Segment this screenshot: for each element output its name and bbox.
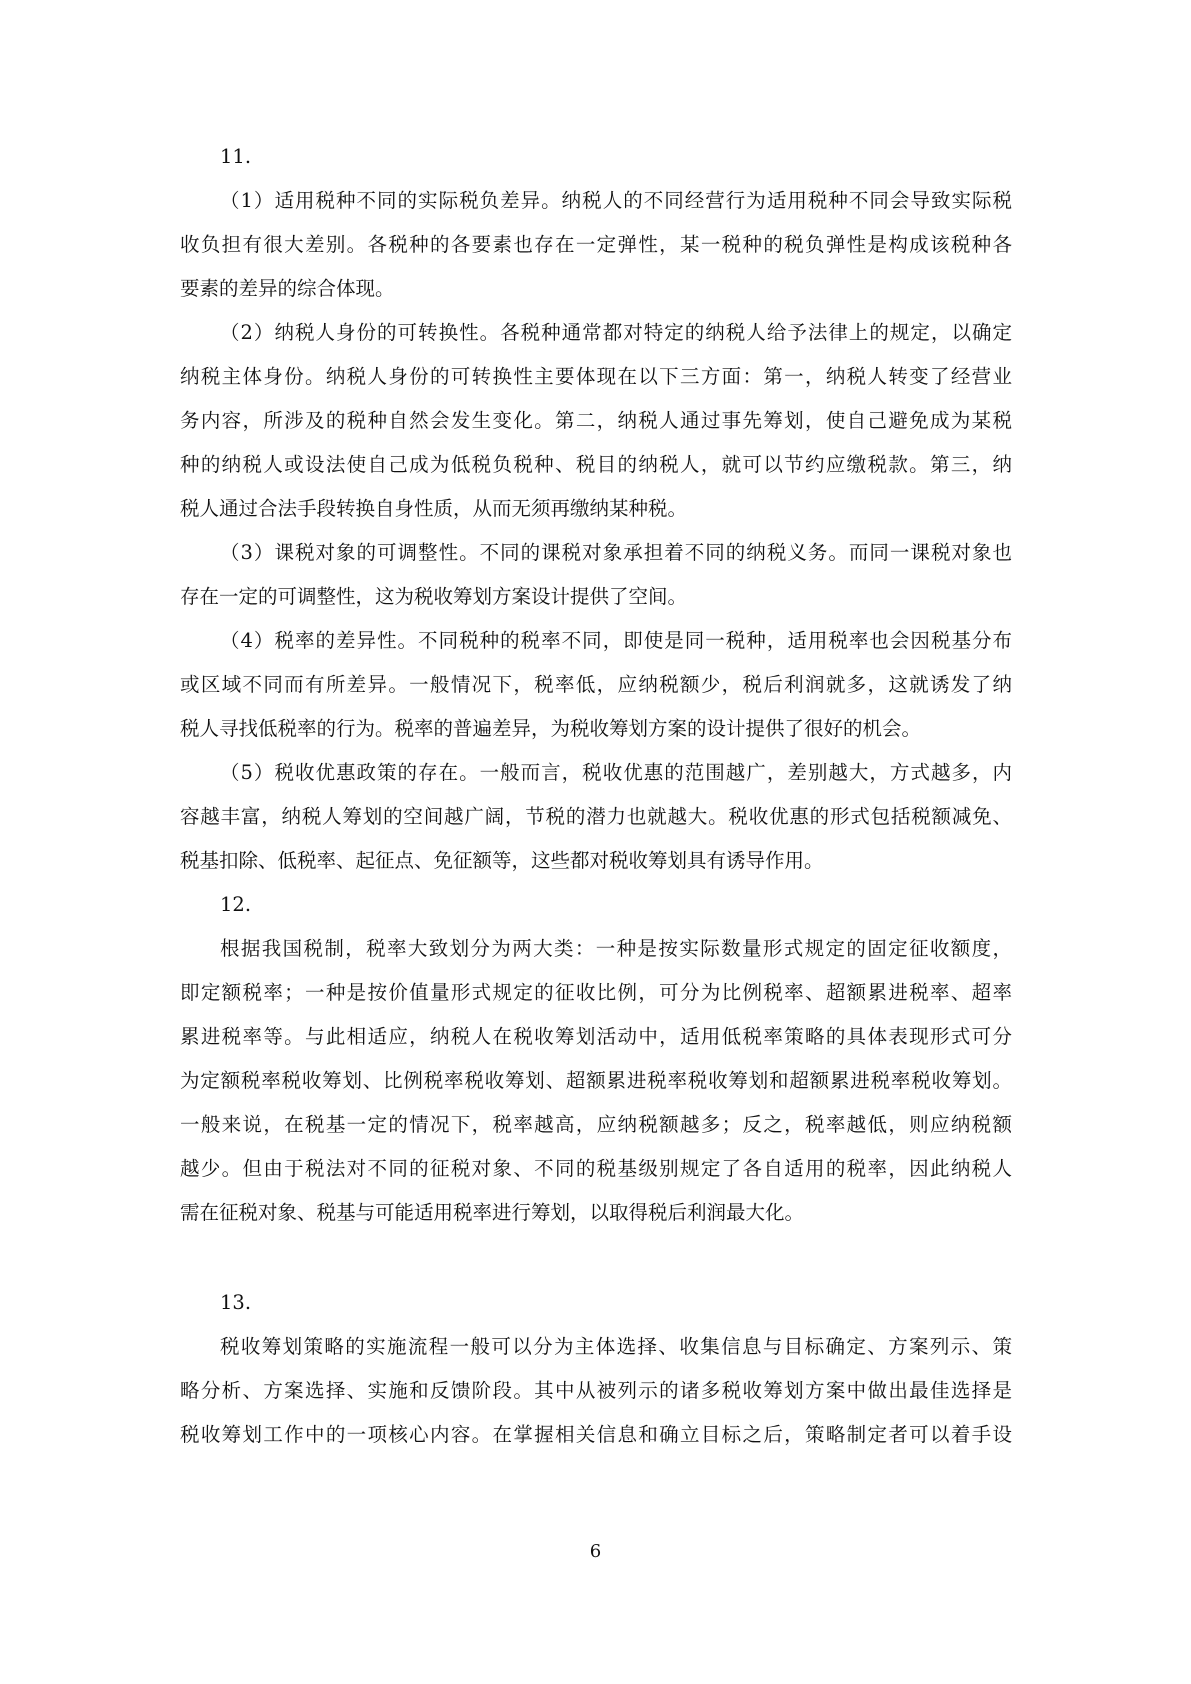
paragraph-line: 税人寻找低税率的行为。税率的普遍差异，为税收筹划方案的设计提供了很好的机会。 [180, 717, 922, 740]
section-number-12: 12. [220, 893, 252, 916]
paragraph-line: 根据我国税制，税率大致划分为两大类：一种是按实际数量形式规定的固定征收额度， [220, 937, 1012, 960]
paragraph-line: 存在一定的可调整性，这为税收筹划方案设计提供了空间。 [180, 585, 688, 608]
paragraph-line: 一般来说，在税基一定的情况下，税率越高，应纳税额越多；反之，税率越低，则应纳税额 [180, 1113, 1012, 1136]
section-number-11: 11. [220, 145, 252, 168]
paragraph-line: 税人通过合法手段转换自身性质，从而无须再缴纳某种税。 [180, 497, 688, 520]
paragraph-line: （4）税率的差异性。不同税种的税率不同，即使是同一税种，适用税率也会因税基分布 [220, 629, 1012, 652]
section-number-13: 13. [220, 1291, 252, 1314]
paragraph-line: 要素的差异的综合体现。 [180, 277, 395, 300]
paragraph-line: 略分析、方案选择、实施和反馈阶段。其中从被列示的诸多税收筹划方案中做出最佳选择是 [180, 1379, 1012, 1402]
page-number: 6 [589, 1541, 602, 1562]
paragraph-line: 税收筹划工作中的一项核心内容。在掌握相关信息和确立目标之后，策略制定者可以着手设 [180, 1423, 1012, 1446]
paragraph-line: 越少。但由于税法对不同的征税对象、不同的税基级别规定了各自适用的税率，因此纳税人 [180, 1157, 1012, 1180]
paragraph-line: 累进税率等。与此相适应，纳税人在税收筹划活动中，适用低税率策略的具体表现形式可分 [180, 1025, 1012, 1048]
paragraph-line: 务内容，所涉及的税种自然会发生变化。第二，纳税人通过事先筹划，使自己避免成为某税 [180, 409, 1012, 432]
paragraph-line: 纳税主体身份。纳税人身份的可转换性主要体现在以下三方面：第一，纳税人转变了经营业 [180, 365, 1012, 388]
paragraph-line: 税收筹划策略的实施流程一般可以分为主体选择、收集信息与目标确定、方案列示、策 [220, 1335, 1012, 1358]
paragraph-line: （1）适用税种不同的实际税负差异。纳税人的不同经营行为适用税种不同会导致实际税 [220, 189, 1012, 212]
paragraph-line: 或区域不同而有所差异。一般情况下，税率低，应纳税额少，税后利润就多，这就诱发了纳 [180, 673, 1012, 696]
paragraph-line: 即定额税率；一种是按价值量形式规定的征收比例，可分为比例税率、超额累进税率、超率 [180, 981, 1012, 1004]
paragraph-line: 需在征税对象、税基与可能适用税率进行筹划，以取得税后利润最大化。 [180, 1201, 805, 1224]
paragraph-line: 税基扣除、低税率、起征点、免征额等，这些都对税收筹划具有诱导作用。 [180, 849, 824, 872]
paragraph-line: 收负担有很大差别。各税种的各要素也存在一定弹性，某一税种的税负弹性是构成该税种各 [180, 233, 1012, 256]
paragraph-line: 容越丰富，纳税人筹划的空间越广阔，节税的潜力也就越大。税收优惠的形式包括税额减免、 [180, 805, 1012, 828]
paragraph-line: （5）税收优惠政策的存在。一般而言，税收优惠的范围越广，差别越大，方式越多，内 [220, 761, 1012, 784]
paragraph-line: 种的纳税人或设法使自己成为低税负税种、税目的纳税人，就可以节约应缴税款。第三，纳 [180, 453, 1012, 476]
paragraph-line: （3）课税对象的可调整性。不同的课税对象承担着不同的纳税义务。而同一课税对象也 [220, 541, 1012, 564]
paragraph-line: （2）纳税人身份的可转换性。各税种通常都对特定的纳税人给予法律上的规定，以确定 [220, 321, 1012, 344]
paragraph-line: 为定额税率税收筹划、比例税率税收筹划、超额累进税率税收筹划和超额累进税率税收筹划。 [180, 1069, 1012, 1092]
